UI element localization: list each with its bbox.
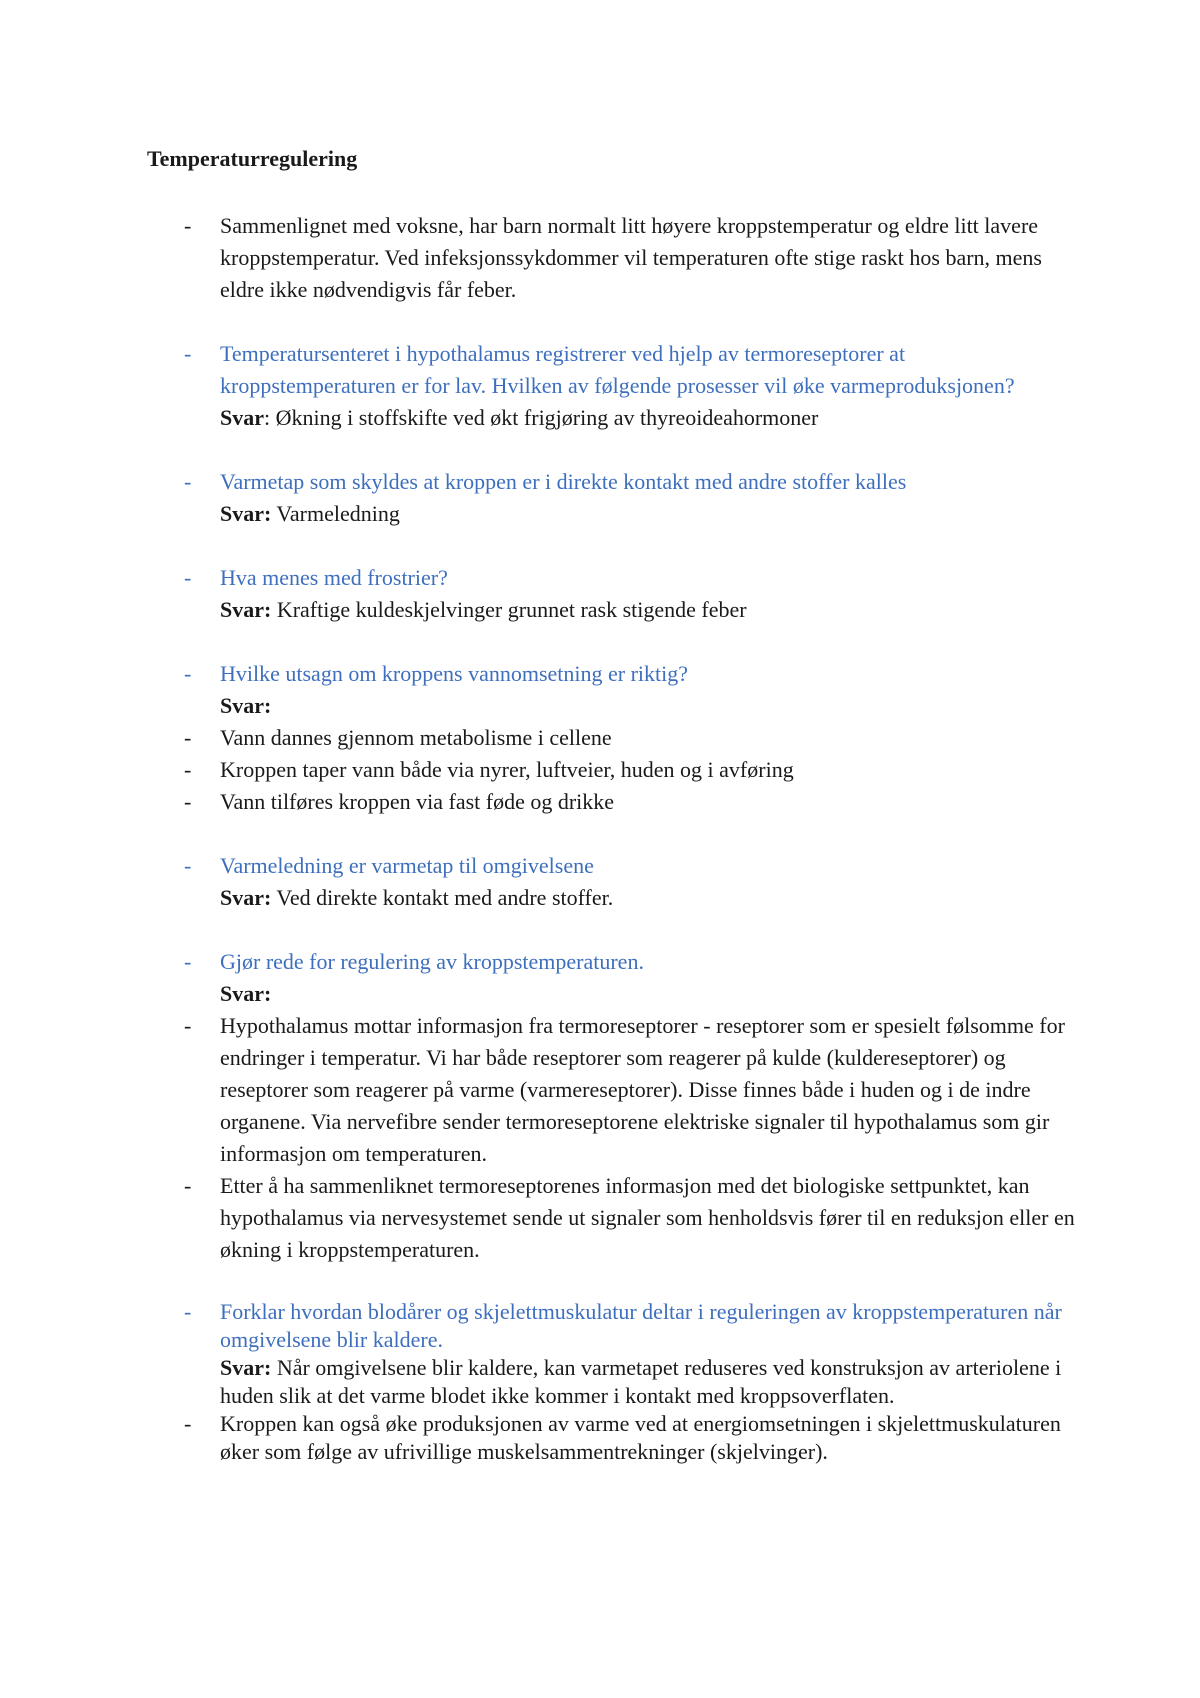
answer-text: Varmeledning — [271, 501, 400, 526]
bullet-dash: - — [184, 213, 192, 238]
answer-label: Svar: — [220, 981, 272, 1006]
answer — [147, 978, 1077, 1010]
answer-text: Når omgivelsene blir kaldere, kan varmetapet reduseres ved konstruksjon av arteriolene i huden slik at det varme blodet ikke kommer i kontakt med kroppsoverflaten. — [220, 1355, 1062, 1408]
bullet-dash: - — [184, 469, 192, 494]
list-item — [147, 946, 1077, 1266]
answer-label: Svar: — [220, 885, 272, 910]
answer-label: Svar: — [220, 1355, 272, 1380]
answer-bullet-text: Vann dannes gjennom metabolisme i cellene — [220, 725, 612, 750]
bullet-dash: - — [184, 341, 192, 366]
answer — [147, 690, 1077, 722]
answer-bullet-text: Hypothalamus mottar informasjon fra termoreseptorer - reseptorer som er spesielt følsomme for endringer i temperatur. Vi har både reseptorer som reagerer på kulde (kuldereseptorer) og reseptorer som reagerer på varme (varmereseptorer). Disse finnes både i huden og i de indre organene. Via nervefibre sender termoreseptorene elektriske signaler til hypothalamus som gir informasjon om temperaturen. — [220, 1013, 1065, 1166]
answer-text: Kraftige kuldeskjelvinger grunnet rask stigende feber — [271, 597, 747, 622]
answer-label: Svar: — [220, 693, 272, 718]
answer-label: Svar — [220, 405, 264, 430]
answer-bullet — [147, 786, 1077, 818]
bullet-dash: - — [184, 853, 192, 878]
answer-bullet — [147, 1410, 1077, 1466]
list-item — [147, 658, 1077, 818]
bullet-dash: - — [184, 661, 192, 686]
bullet-dash: - — [184, 1411, 192, 1436]
answer — [147, 594, 1077, 626]
page-title: Temperaturregulering — [147, 146, 358, 171]
answer-label: Svar: — [220, 501, 272, 526]
answer-bullet — [147, 1010, 1077, 1170]
answer-bullet-text: Kroppen kan også øke produksjonen av varme ved at energiomsetningen i skjelettmuskulaturen øker som følge av ufrivillige muskelsammentrekninger (skjelvinger). — [220, 1411, 1061, 1464]
answer-text: Ved direkte kontakt med andre stoffer. — [271, 885, 614, 910]
answer — [147, 498, 1077, 530]
bullet-dash: - — [184, 1013, 192, 1038]
intro-text: Sammenlignet med voksne, har barn normalt litt høyere kroppstemperatur og eldre litt lavere kroppstemperatur. Ved infeksjonssykdommer vil temperaturen ofte stige raskt hos barn, mens eldre ikke nødvendigvis får feber. — [220, 213, 1042, 302]
question-text: Hvilke utsagn om kroppens vannomsetning er riktig? — [220, 661, 689, 686]
answer-separator: : — [264, 405, 271, 430]
question-text: Gjør rede for regulering av kroppstemperaturen. — [220, 949, 644, 974]
answer — [147, 882, 1077, 914]
answer-label: Svar: — [220, 597, 272, 622]
answer-bullet — [147, 754, 1077, 786]
answer-bullet-text: Etter å ha sammenliknet termoreseptorenes informasjon med det biologiske settpunktet, kan hypothalamus via nervesystemet sende ut signaler som henholdsvis fører til en reduksjon eller en økning i kroppstemperaturen. — [220, 1173, 1075, 1262]
bullet-dash: - — [184, 757, 192, 782]
bullet-dash: - — [184, 565, 192, 590]
list-item — [147, 338, 1077, 434]
answer-text: Økning i stoffskifte ved økt frigjøring av thyreoideahormoner — [270, 405, 819, 430]
answer-bullet-text: Vann tilføres kroppen via fast føde og drikke — [220, 789, 615, 814]
question — [147, 658, 1077, 690]
intro-paragraph — [147, 210, 1077, 306]
bullet-dash: - — [184, 725, 192, 750]
question-text: Forklar hvordan blodårer og skjelettmuskulatur deltar i reguleringen av kroppstemperaturen når omgivelsene blir kaldere. — [220, 1299, 1062, 1352]
question — [147, 946, 1077, 978]
list-item — [147, 562, 1077, 626]
question-text: Temperatursenteret i hypothalamus registrerer ved hjelp av termoreseptorer at kroppstemperaturen er for lav. Hvilken av følgende prosesser vil øke varmeproduksjonen? — [220, 341, 1015, 398]
question-text: Varmetap som skyldes at kroppen er i direkte kontakt med andre stoffer kalles — [220, 469, 907, 494]
list-item — [147, 850, 1077, 914]
bullet-dash: - — [184, 1299, 192, 1324]
answer — [147, 402, 1077, 434]
question — [147, 1298, 1077, 1354]
answer-bullet — [147, 722, 1077, 754]
bullet-dash: - — [184, 789, 192, 814]
list-item — [147, 210, 1077, 306]
question-text: Varmeledning er varmetap til omgivelsene — [220, 853, 594, 878]
question-text: Hva menes med frostrier? — [220, 565, 448, 590]
bullet-dash: - — [184, 1173, 192, 1198]
answer — [147, 1354, 1077, 1410]
bullet-dash: - — [184, 949, 192, 974]
list-item — [147, 466, 1077, 530]
question — [147, 338, 1077, 402]
answer-bullet-text: Kroppen taper vann både via nyrer, luftveier, huden og i avføring — [220, 757, 794, 782]
answer-bullet — [147, 1170, 1077, 1266]
list-item — [147, 1298, 1077, 1466]
question — [147, 466, 1077, 498]
document-body — [147, 210, 1077, 1498]
question — [147, 562, 1077, 594]
question — [147, 850, 1077, 882]
